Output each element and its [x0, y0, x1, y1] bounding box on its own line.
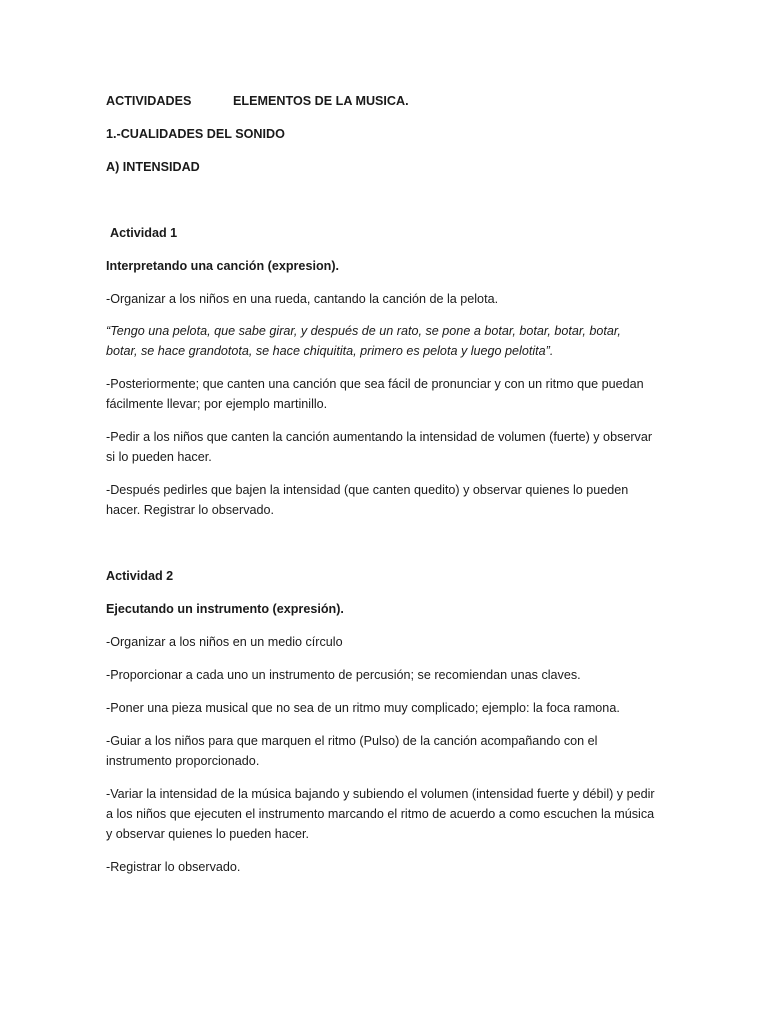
paragraph-line: si lo pueden hacer.	[106, 450, 212, 464]
paragraph-line: -Variar la intensidad de la música bajando y subiendo el volumen (intensidad fuerte y débil) y pedir	[106, 787, 655, 801]
activity2-paragraph-6: -Registrar lo observado.	[106, 860, 241, 874]
activity2-paragraph-1: -Organizar a los niños en un medio círculo	[106, 635, 343, 649]
activity1-paragraph-1: -Organizar a los niños en una rueda, cantando la canción de la pelota.	[106, 292, 499, 306]
paragraph-line: -Posteriormente; que canten una canción que sea fácil de pronunciar y con un ritmo que puedan	[106, 377, 644, 391]
activity2-paragraph-5	[106, 784, 706, 844]
activity1-title: Actividad 1	[110, 226, 178, 240]
activity1-subtitle: Interpretando una canción (expresion).	[106, 259, 340, 273]
subsection-title: A) INTENSIDAD	[106, 160, 200, 174]
paragraph-line: -Guiar a los niños para que marquen el ritmo (Pulso) de la canción acompañando con el	[106, 734, 598, 748]
activity2-paragraph-3: -Poner una pieza musical que no sea de un ritmo muy complicado; ejemplo: la foca ramona.	[106, 701, 620, 715]
quote-line-2: botar, se hace grandotota, se hace chiquitita, primero es pelota y luego pelotita”.	[106, 344, 554, 358]
paragraph-line: y observar quienes lo pueden hacer.	[106, 827, 310, 841]
paragraph-line: fácilmente llevar; por ejemplo martinillo.	[106, 397, 328, 411]
header-right: ELEMENTOS DE LA MUSICA.	[233, 94, 409, 108]
song-lyrics-quote	[106, 321, 706, 361]
activity2-subtitle: Ejecutando un instrumento (expresión).	[106, 602, 344, 616]
activity2-paragraph-4	[106, 731, 706, 771]
quote-line-1: “Tengo una pelota, que sabe girar, y después de un rato, se pone a botar, botar, botar, botar,	[106, 324, 621, 338]
activity2-title: Actividad 2	[106, 569, 174, 583]
header-left: ACTIVIDADES	[106, 94, 192, 108]
paragraph-line: -Después pedirles que bajen la intensidad (que canten quedito) y observar quienes lo pueden	[106, 483, 629, 497]
paragraph-line: -Pedir a los niños que canten la canción aumentando la intensidad de volumen (fuerte) y observar	[106, 430, 653, 444]
activity1-paragraph-4	[106, 480, 706, 520]
activity1-paragraph-3	[106, 427, 706, 467]
paragraph-line: a los niños que ejecuten el instrumento marcando el ritmo de acuerdo a como escuchen la música	[106, 807, 655, 821]
section-title: 1.-CUALIDADES DEL SONIDO	[106, 127, 285, 141]
activity1-paragraph-2	[106, 374, 706, 414]
activity2-paragraph-2: -Proporcionar a cada uno un instrumento de percusión; se recomiendan unas claves.	[106, 668, 581, 682]
document-header	[106, 91, 666, 111]
paragraph-line: hacer. Registrar lo observado.	[106, 503, 275, 517]
paragraph-line: instrumento proporcionado.	[106, 754, 260, 768]
